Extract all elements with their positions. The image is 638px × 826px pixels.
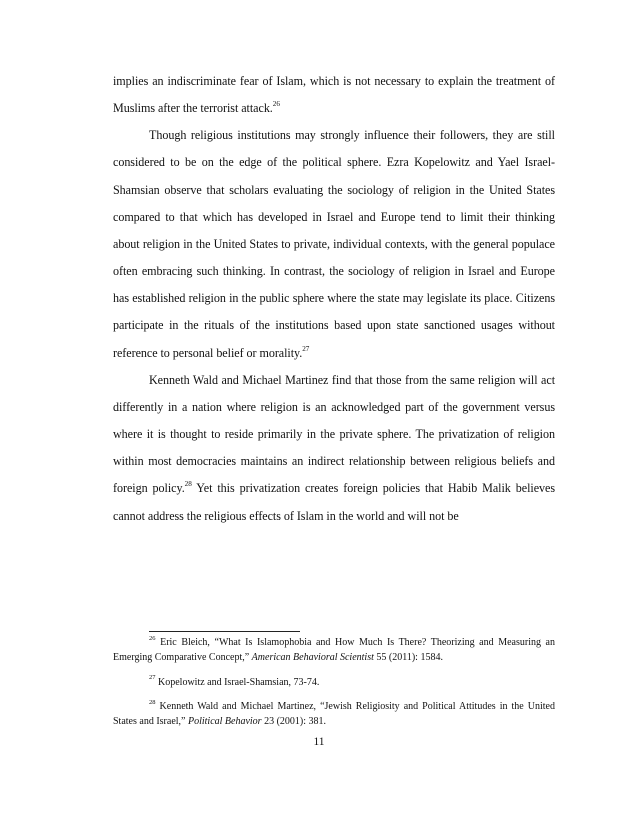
paragraph-1-text: implies an indiscriminate fear of Islam, which is not necessary to explain the treatment of Muslims after the terrorist attack. xyxy=(113,74,555,116)
footnote-text: Kopelowitz and Israel-Shamsian, 73-74. xyxy=(155,676,320,688)
footnote-citation-details: 23 (2001): 381. xyxy=(261,716,327,728)
paragraph-3-text-a: Kenneth Wald and Michael Martinez find that those from the same religion will act differently in a nation where religion is an acknowledged part of the government versus where it is thought to reside primarily in the private sphere. The privatization of religion within most democracies maintains an indirect relationship between religious beliefs and foreign policy. xyxy=(113,372,555,496)
footnote-ref-26: 26 xyxy=(272,100,280,109)
footnote-26 xyxy=(113,636,555,666)
paragraph-2 xyxy=(113,122,555,366)
page-number: 11 xyxy=(313,736,325,748)
footnote-28 xyxy=(113,700,555,730)
paragraph-1 xyxy=(113,68,555,122)
footnote-citation-details: 55 (2011): 1584. xyxy=(373,651,443,663)
footnote-27 xyxy=(113,676,555,691)
footnote-journal-title: Political Behavior xyxy=(187,716,262,728)
footnote-number: 28 xyxy=(149,699,156,707)
paragraph-3-text-b: Yet this privatization creates foreign policies that Habib Malik believes cannot address the religious effects of Islam in the world and will not be xyxy=(113,481,555,523)
paragraph-3 xyxy=(113,367,555,530)
footnote-text: Eric Bleich, “What Is Islamophobia and How Much Is There? Theorizing and Measuring an Emerging Comparative Concept,” xyxy=(113,637,555,663)
footnote-ref-28: 28 xyxy=(184,480,192,489)
footnotes xyxy=(113,636,555,740)
paragraph-2-text: Though religious institutions may strongly influence their followers, they are still considered to be on the edge of the political sphere. Ezra Kopelowitz and Yael Israel-Shamsian observe that scholars evaluating the sociology of religion in the United States compared to that which has developed in Israel and Europe tend to limit their thinking about religion in the United States to private, individual contexts, with the general populace often embracing such thinking. In contrast, the sociology of religion in Israel and Europe has established religion in the public sphere where the state may legislate its place. Citizens participate in the rituals of the institutions based upon state sanctioned usages without reference to personal belief or morality. xyxy=(113,128,555,360)
footnote-text: Kenneth Wald and Michael Martinez, “Jewish Religiosity and Political Attitudes in the United States and Israel,” xyxy=(113,701,555,728)
body-text xyxy=(113,68,555,530)
footnote-journal-title: American Behavioral Scientist xyxy=(251,651,374,663)
footnote-ref-27: 27 xyxy=(302,344,310,353)
footnote-separator xyxy=(149,631,300,632)
footnote-number: 27 xyxy=(149,674,156,682)
footnote-number: 26 xyxy=(149,634,156,642)
